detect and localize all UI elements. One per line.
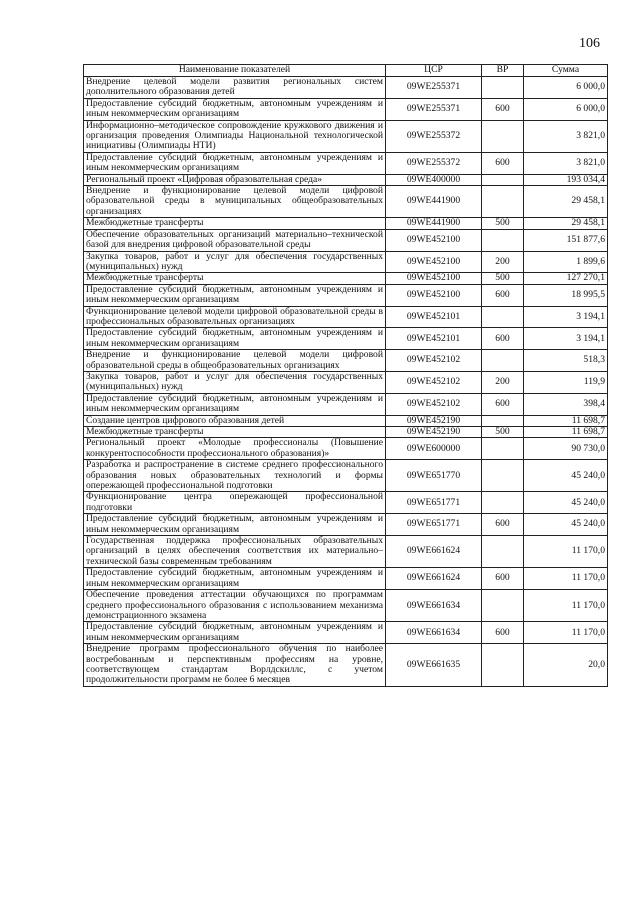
- table-row: [84, 350, 608, 372]
- row-sum: 127 270,1: [524, 273, 608, 284]
- row-name: Внедрение и функционирование целевой модели цифровой образовательной среды в муниципальных общеобразовательных организациях: [84, 186, 386, 218]
- row-sum: 11 170,0: [524, 622, 608, 644]
- table-row: [84, 590, 608, 622]
- row-name: Предоставление субсидий бюджетным, автономным учреждениям и иным некоммерческим организациям: [84, 98, 386, 120]
- row-sum: 3 821,0: [524, 152, 608, 174]
- table-row: [84, 174, 608, 185]
- row-sum: 398,4: [524, 393, 608, 415]
- row-sum: 3 821,0: [524, 120, 608, 152]
- row-csr: 09WE441900: [386, 218, 482, 229]
- row-name: Предоставление субсидий бюджетным, автономным учреждениям и иным некоммерческим организациям: [84, 514, 386, 536]
- row-name: Межбюджетные трансферты: [84, 218, 386, 229]
- row-csr: 09WE651771: [386, 514, 482, 536]
- table-row: [84, 218, 608, 229]
- row-csr: 09WE661624: [386, 536, 482, 568]
- row-sum: 3 194,1: [524, 328, 608, 350]
- row-name: Региональный проект «Цифровая образовательная среда»: [84, 174, 386, 185]
- row-name: Предоставление субсидий бюджетным, автономным учреждениям и иным некоммерческим организациям: [84, 284, 386, 306]
- row-name: Функционирование целевой модели цифровой образовательной среды в профессиональных образовательных организациях: [84, 306, 386, 328]
- row-vr: 500: [482, 273, 524, 284]
- row-vr: 500: [482, 218, 524, 229]
- row-sum: 193 034,4: [524, 174, 608, 185]
- row-vr: [482, 186, 524, 218]
- table-row: [84, 415, 608, 426]
- row-csr: 09WE452190: [386, 415, 482, 426]
- row-name: Межбюджетные трансферты: [84, 427, 386, 438]
- row-sum: 6 000,0: [524, 98, 608, 120]
- row-sum: 11 698,7: [524, 427, 608, 438]
- row-csr: 09WE661624: [386, 568, 482, 590]
- header-csr: ЦСР: [386, 65, 482, 77]
- row-name: Функционирование центра опережающей профессиональной подготовки: [84, 492, 386, 514]
- row-csr: 09WE452100: [386, 273, 482, 284]
- table-row: [84, 371, 608, 393]
- table-row: [84, 77, 608, 99]
- budget-table: [83, 64, 608, 687]
- row-csr: 09WE661635: [386, 644, 482, 687]
- row-sum: 18 995,5: [524, 284, 608, 306]
- row-name: Государственная поддержка профессиональных образовательных организаций в целях обеспечения соответствия их материально–технической базы современным требованиям: [84, 536, 386, 568]
- row-csr: 09WE600000: [386, 438, 482, 460]
- row-name: Межбюджетные трансферты: [84, 273, 386, 284]
- row-sum: 3 194,1: [524, 306, 608, 328]
- row-name: Обеспечение образовательных организаций материально–технической базой для внедрения цифровой образовательной среды: [84, 229, 386, 251]
- table-row: [84, 393, 608, 415]
- row-vr: [482, 350, 524, 372]
- row-vr: [482, 120, 524, 152]
- row-sum: 90 730,0: [524, 438, 608, 460]
- table-row: [84, 120, 608, 152]
- row-name: Предоставление субсидий бюджетным, автономным учреждениям и иным некоммерческим организациям: [84, 152, 386, 174]
- row-sum: 6 000,0: [524, 77, 608, 99]
- table-body: [84, 77, 608, 687]
- page-number: 106: [579, 36, 600, 51]
- row-csr: 09WE452190: [386, 427, 482, 438]
- row-vr: 500: [482, 427, 524, 438]
- row-vr: 600: [482, 284, 524, 306]
- row-vr: [482, 492, 524, 514]
- table-row: [84, 251, 608, 273]
- row-csr: 09WE452102: [386, 393, 482, 415]
- row-vr: [482, 306, 524, 328]
- row-vr: [482, 460, 524, 492]
- row-csr: 09WE661634: [386, 622, 482, 644]
- row-csr: 09WE400000: [386, 174, 482, 185]
- row-vr: 600: [482, 393, 524, 415]
- row-csr: 09WE452102: [386, 350, 482, 372]
- table-row: [84, 229, 608, 251]
- row-vr: 600: [482, 98, 524, 120]
- row-sum: 29 458,1: [524, 218, 608, 229]
- row-name: Региональный проект «Молодые профессионалы (Повышение конкурентоспособности профессионального образования)»: [84, 438, 386, 460]
- row-sum: 45 240,0: [524, 460, 608, 492]
- row-csr: 09WE452101: [386, 328, 482, 350]
- row-vr: [482, 174, 524, 185]
- table-row: [84, 306, 608, 328]
- row-csr: 09WE452101: [386, 306, 482, 328]
- row-sum: 151 877,6: [524, 229, 608, 251]
- table-row: [84, 644, 608, 687]
- table-row: [84, 492, 608, 514]
- row-vr: 600: [482, 568, 524, 590]
- row-name: Предоставление субсидий бюджетным, автономным учреждениям и иным некоммерческим организациям: [84, 328, 386, 350]
- row-name: Предоставление субсидий бюджетным, автономным учреждениям и иным некоммерческим организациям: [84, 393, 386, 415]
- row-vr: [482, 644, 524, 687]
- row-vr: [482, 438, 524, 460]
- row-csr: 09WE651771: [386, 492, 482, 514]
- table-row: [84, 284, 608, 306]
- table-row: [84, 328, 608, 350]
- header-vr: ВР: [482, 65, 524, 77]
- row-csr: 09WE255371: [386, 98, 482, 120]
- row-csr: 09WE255372: [386, 152, 482, 174]
- row-vr: 200: [482, 251, 524, 273]
- table-row: [84, 460, 608, 492]
- row-sum: 518,3: [524, 350, 608, 372]
- row-vr: 600: [482, 328, 524, 350]
- row-vr: 600: [482, 622, 524, 644]
- table-row: [84, 427, 608, 438]
- row-vr: 600: [482, 514, 524, 536]
- row-vr: 200: [482, 371, 524, 393]
- table-row: [84, 622, 608, 644]
- row-name: Предоставление субсидий бюджетным, автономным учреждениям и иным некоммерческим организациям: [84, 622, 386, 644]
- row-vr: [482, 590, 524, 622]
- row-name: Внедрение программ профессионального обучения по наиболее востребованным и перспективным профессиям на уровне, соответствующем стандартам Ворлдскиллс, с учетом продолжительности программ не более 6 месяцев: [84, 644, 386, 687]
- row-csr: 09WE452100: [386, 229, 482, 251]
- row-vr: [482, 77, 524, 99]
- row-csr: 09WE255372: [386, 120, 482, 152]
- row-name: Обеспечение проведения аттестации обучающихся по программам среднего профессионального образования с использованием механизма демонстрационного экзамена: [84, 590, 386, 622]
- row-csr: 09WE661634: [386, 590, 482, 622]
- row-vr: [482, 536, 524, 568]
- row-csr: 09WE452102: [386, 371, 482, 393]
- header-name: Наименование показателей: [84, 65, 386, 77]
- row-vr: [482, 415, 524, 426]
- row-vr: 600: [482, 152, 524, 174]
- row-sum: 20,0: [524, 644, 608, 687]
- table-row: [84, 273, 608, 284]
- row-csr: 09WE255371: [386, 77, 482, 99]
- table-row: [84, 152, 608, 174]
- table-row: [84, 568, 608, 590]
- row-sum: 11 170,0: [524, 568, 608, 590]
- row-sum: 119,9: [524, 371, 608, 393]
- row-sum: 45 240,0: [524, 492, 608, 514]
- table-row: [84, 98, 608, 120]
- row-csr: 09WE452100: [386, 284, 482, 306]
- row-sum: 1 899,6: [524, 251, 608, 273]
- row-sum: 11 698,7: [524, 415, 608, 426]
- row-csr: 09WE441900: [386, 186, 482, 218]
- row-sum: 11 170,0: [524, 536, 608, 568]
- table-row: [84, 514, 608, 536]
- row-sum: 11 170,0: [524, 590, 608, 622]
- table-header-row: [84, 65, 608, 77]
- row-sum: 45 240,0: [524, 514, 608, 536]
- row-name: Внедрение целевой модели развития региональных систем дополнительного образования детей: [84, 77, 386, 99]
- row-csr: 09WE452100: [386, 251, 482, 273]
- row-name: Предоставление субсидий бюджетным, автономным учреждениям и иным некоммерческим организациям: [84, 568, 386, 590]
- row-vr: [482, 229, 524, 251]
- row-name: Информационно–методическое сопровождение кружкового движения и организация проведения Олимпиады Национальной технологической инициативы (Олимпиады НТИ): [84, 120, 386, 152]
- row-csr: 09WE651770: [386, 460, 482, 492]
- row-name: Внедрение и функционирование целевой модели цифровой образовательной среды в общеобразовательных организациях: [84, 350, 386, 372]
- row-name: Разработка и распространение в системе среднего профессионального образования новых образовательных технологий и формы опережающей профессиональной подготовки: [84, 460, 386, 492]
- row-sum: 29 458,1: [524, 186, 608, 218]
- table-row: [84, 536, 608, 568]
- row-name: Создание центров цифрового образования детей: [84, 415, 386, 426]
- row-name: Закупка товаров, работ и услуг для обеспечения государственных (муниципальных) нужд: [84, 251, 386, 273]
- header-sum: Сумма: [524, 65, 608, 77]
- table-row: [84, 438, 608, 460]
- table-row: [84, 186, 608, 218]
- row-name: Закупка товаров, работ и услуг для обеспечения государственных (муниципальных) нужд: [84, 371, 386, 393]
